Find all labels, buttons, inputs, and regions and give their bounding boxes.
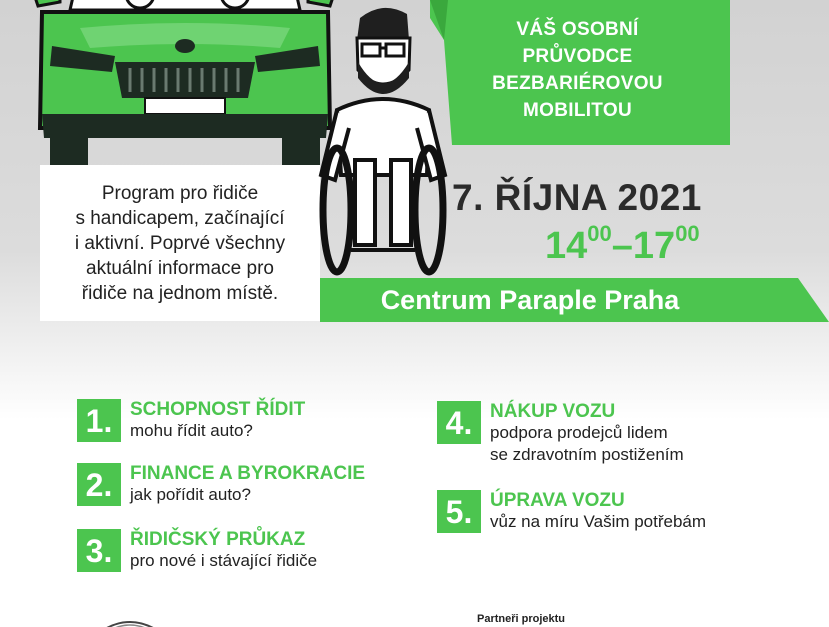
topic-title: NÁKUP VOZU — [490, 401, 616, 422]
topic-title: SCHOPNOST ŘÍDIT — [130, 399, 306, 420]
venue-name: Centrum Paraple Praha — [380, 285, 680, 315]
topic-number: 5. — [437, 490, 481, 533]
event-date: 7. ŘÍJNA 2021 — [452, 177, 702, 218]
intro-panel — [40, 165, 320, 321]
topic-description: pro nové i stávající řidiče — [130, 551, 318, 570]
event-time: $14^{00}-17^{00}$ — [545, 221, 700, 267]
topic-title: FINANCE A BYROKRACIE — [130, 463, 366, 484]
topic-title: ÚPRAVA VOZU — [490, 490, 625, 511]
intro-text: Program pro řidiče s handicapem, začínající i aktivní. Poprvé všechny aktuální informace pro řidiče na jednom místě. — [74, 183, 286, 304]
partner-logo-icon — [95, 618, 165, 627]
topic-title: ŘIDIČSKÝ PRŮKAZ — [130, 529, 306, 550]
car-illustration — [30, 0, 340, 173]
topic-description: vůz na míru Vašim potřebám — [490, 512, 707, 531]
topic-number: 1. — [77, 399, 121, 442]
tagline: VÁŠ OSOBNÍ PRŮVODCE BEZBARIÉROVOU MOBILITOU — [492, 19, 663, 121]
topic-description: mohu řídit auto? — [130, 421, 253, 440]
topic-number: 4. — [437, 401, 481, 444]
topic-description: jak pořídit auto? — [130, 485, 251, 504]
partners-label: Partneři projektu — [477, 613, 566, 625]
topic-description: podpora prodejců lidem se zdravotním postižením — [490, 423, 684, 464]
topic-number: 2. — [77, 463, 121, 506]
person-in-wheelchair-illustration — [315, 0, 450, 285]
topic-number: 3. — [77, 529, 121, 572]
